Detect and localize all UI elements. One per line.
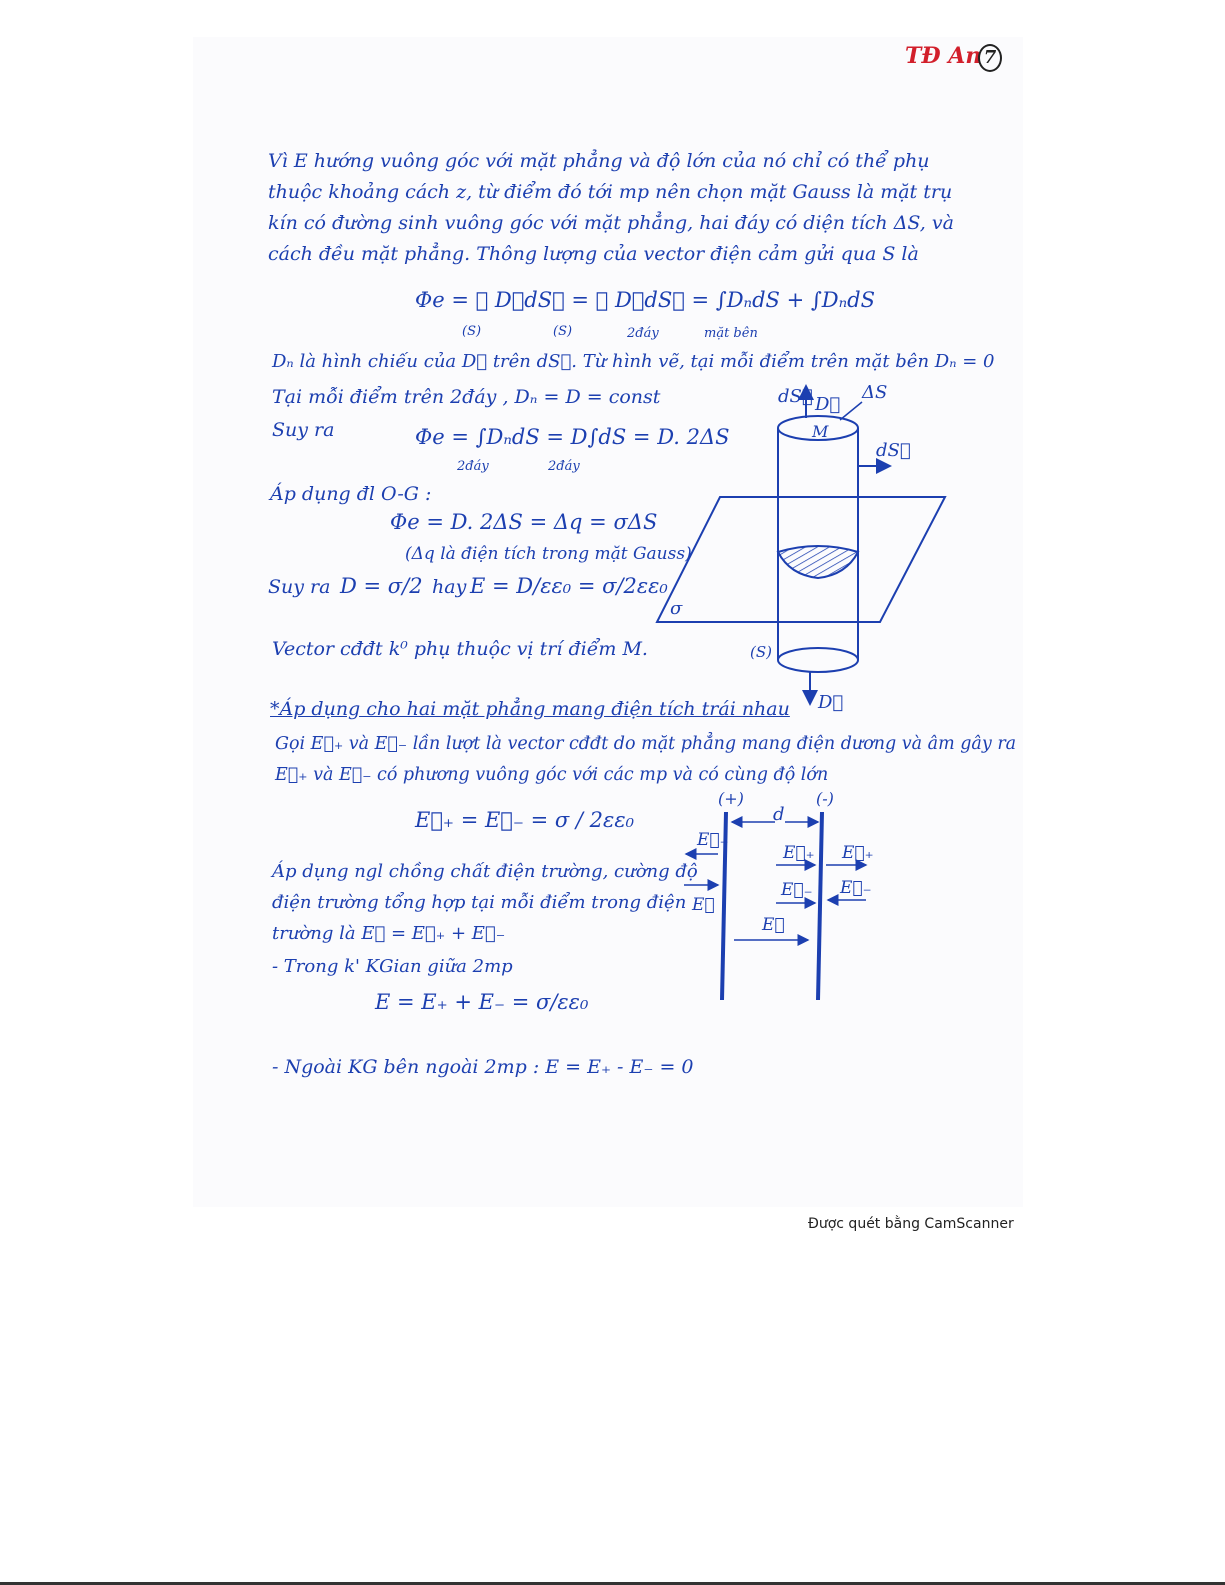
author-tag: TĐ An [905,43,982,69]
og-note: (Δq là điện tích trong mặt Gauss) [405,544,692,564]
fig1-sigma: σ [670,598,683,619]
conclusion-line: Vector cđđt k⁰ phụ thuộc vị trí điểm M. [272,638,648,660]
dn-projection-line: Dₙ là hình chiếu của D⃗ trên dS⃗. Từ hình vẽ, tại mỗi điểm trên mặt bên Dₙ = 0 [272,351,995,372]
flux-base-equation: Φe = ∫DₙdS = D∫dS = D. 2ΔS [415,425,730,449]
fig1-d-top: D⃗ [815,394,841,415]
fig2-plus: (+) [718,789,744,808]
superposition-line1: Áp dụng ngl chồng chất điện trường, cường độ [272,861,698,882]
section2-heading: *Áp dụng cho hai mặt phẳng mang điện tích trái nhau [270,698,790,720]
fig1-s-label: (S) [750,643,772,661]
field-magnitude-equation: E⃗₊ = E⃗₋ = σ / 2εε₀ [415,808,635,832]
section-hatch [778,546,858,578]
fig2-minus: (-) [816,789,834,808]
inside-label: - Trong k' KGian giữa 2mp [272,956,513,977]
two-plates-figure [684,789,874,1000]
flux-equation: Φe = ∮ D⃗dS⃗ = ∮ D⃗dS⃗ = ∫DₙdS + ∫DₙdS [415,288,875,312]
eq2-sub-1: 2đáy [457,459,489,474]
fig2-ep-right: E⃗₊ [842,843,874,863]
eq1-sub-s2: (S) [553,324,573,339]
fig2-ep-mid: E⃗₊ [783,843,815,863]
gauss-cylinder-figure [657,382,945,713]
fig1-d-bottom: D⃗ [818,692,844,713]
cylinder-bottom-front [778,648,858,672]
page-number: 7 [978,44,1002,72]
d-equation: D = σ/2 [340,574,423,598]
og-equation: Φe = D. 2ΔS = Δq = σΔS [390,510,658,534]
outside-line: - Ngoài KG bên ngoài 2mp : E = E₊ - E₋ = 0 [272,1056,694,1078]
eq1-sub-side: mặt bên [704,326,758,341]
suyra-label-1: Suy ra [272,419,335,441]
superposition-line2: điện trường tổng hợp tại mỗi điểm trong điện [272,892,687,913]
eq1-sub-s1: (S) [462,324,482,339]
negative-plate [818,812,822,1000]
section2-line2: E⃗₊ và E⃗₋ có phương vuông góc với các mp và có cùng độ lớn [275,765,829,785]
fig1-delta-s: ΔS [862,382,888,403]
hay-word: hay [432,576,467,598]
section2-line1: Gọi E⃗₊ và E⃗₋ lần lượt là vector cđđt do mặt phẳng mang điện dương và âm gây ra [275,734,1017,754]
base-line: Tại mỗi điểm trên 2đáy , Dₙ = D = const [272,386,661,408]
fig1-m-label: M [812,422,829,441]
fig1-ds-side: dS⃗ [876,440,911,461]
fig1-ds-top: dS⃗ [778,386,813,407]
superposition-line3: trường là E⃗ = E⃗₊ + E⃗₋ [272,923,506,944]
eq1-sub-base: 2đáy [627,326,659,341]
apply-og-label: Áp dụng đl O-G : [270,483,432,505]
eq2-sub-2: 2đáy [548,459,580,474]
fig2-em-mid: E⃗₋ [781,880,813,900]
intro-paragraph: Vì E hướng vuông góc với mặt phẳng và độ lớn của nó chỉ có thể phụ thuộc khoảng cách z, từ điểm đó tới mp nên chọn mặt Gauss là mặt trụ kín có đường sinh vuông góc với mặt phẳng, hai đáy có diện tích ΔS, và cách đều mặt phẳng. Thông lượng của vector điện cảm gửi qua S là [268,150,954,265]
delta-s-pointer [840,402,862,420]
fig2-e-mid: E⃗ [762,915,785,935]
fig2-em-right: E⃗₋ [840,878,872,898]
inside-equation: E = E₊ + E₋ = σ/εε₀ [375,990,589,1014]
camscanner-watermark: Được quét bằng CamScanner [808,1216,1014,1232]
fig2-d: d [773,804,785,825]
fig2-ep-left: E⃗₊ [697,830,729,850]
suyra-label-2: Suy ra [268,576,331,598]
fig2-e-left: E⃗ [692,895,715,915]
e-equation: E = D/εε₀ = σ/2εε₀ [470,574,668,598]
